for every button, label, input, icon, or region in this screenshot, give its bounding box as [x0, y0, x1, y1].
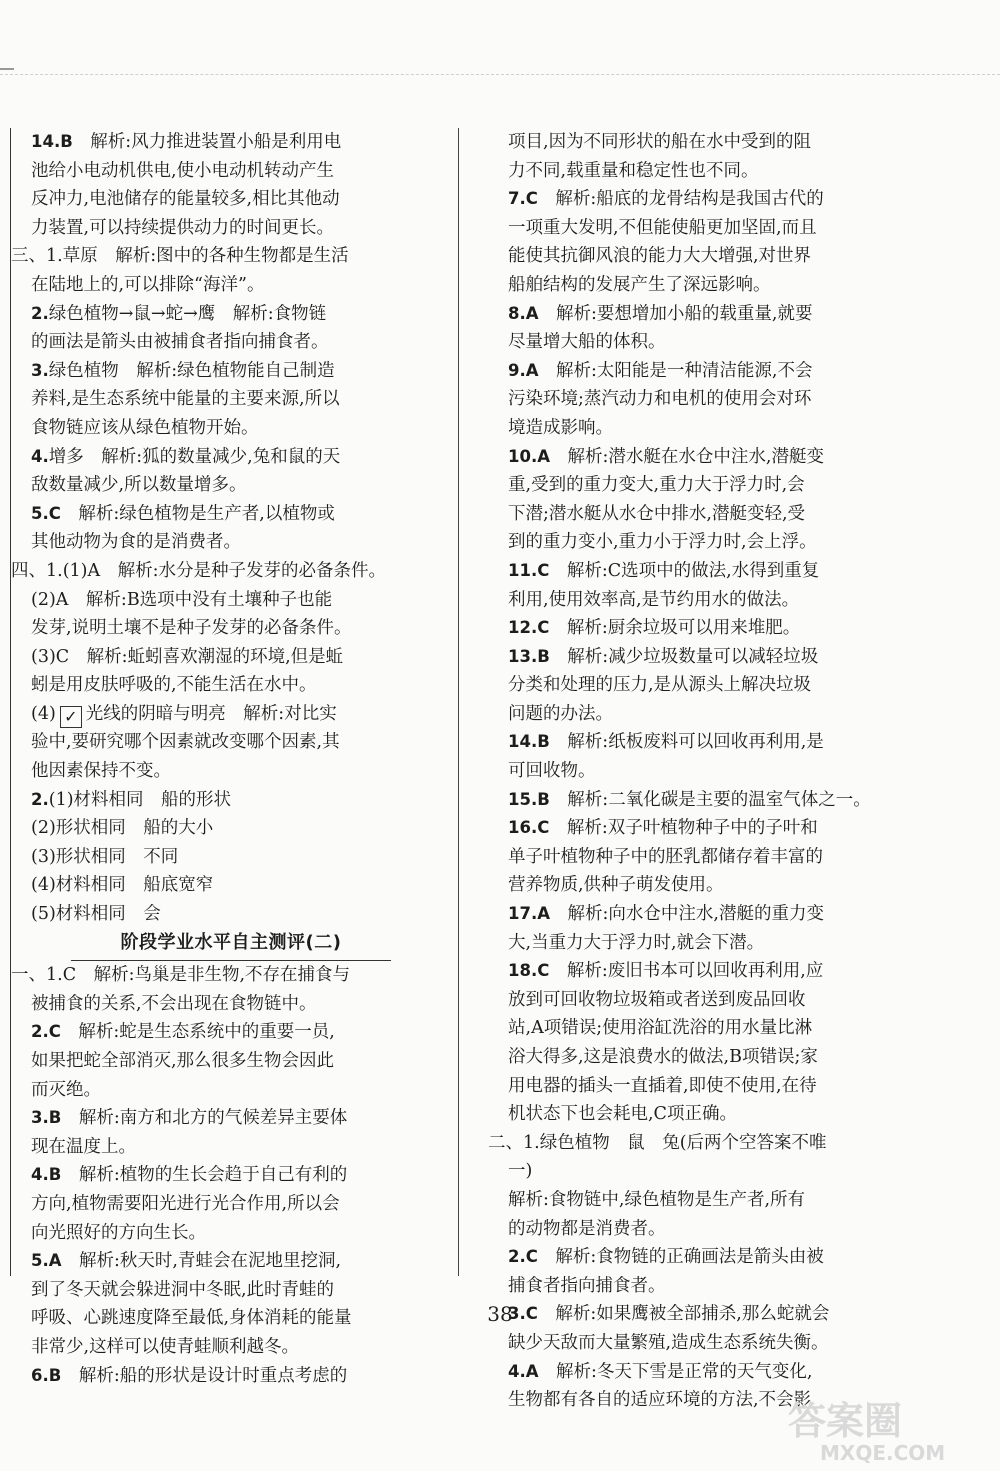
answer-text: 解析:双子叶植物种子中的子叶和: [549, 818, 818, 839]
answer-line: [11, 271, 451, 300]
question-number: 6.B: [31, 1365, 62, 1385]
answer-line: [11, 671, 451, 700]
answer-line: [488, 1215, 860, 1244]
question-number: 4.B: [31, 1165, 62, 1185]
answer-text: 重,受到的重力变大,重力大于浮力时,会: [508, 475, 805, 496]
answer-text: 解析:南方和北方的气候差异主要体: [61, 1108, 348, 1129]
answer-line: [488, 1157, 860, 1186]
answer-line: [11, 357, 451, 386]
answer-line: [488, 1100, 860, 1129]
answer-text: 解析:蛇是生态系统中的重要一员,: [60, 1022, 335, 1043]
answer-line: [11, 185, 451, 214]
answer-text: 解析:要想增加小船的载重量,就要: [538, 303, 813, 324]
column-divider: [458, 128, 459, 1276]
checkbox-tick-icon: ✓: [60, 706, 82, 728]
answer-line: [488, 128, 860, 157]
answer-text: 养料,是生态系统中能量的主要来源,所以: [31, 389, 340, 410]
answer-text: 力装置,可以持续提供动力的时间更长。: [31, 217, 335, 238]
question-number: 2.: [31, 789, 49, 809]
answer-text: 解析:C选项中的做法,水得到重复: [549, 560, 820, 581]
answer-line: [11, 961, 451, 990]
answer-text: (2)A 解析:B选项中没有土壤种子也能: [31, 589, 333, 610]
question-number: 5.C: [31, 503, 61, 523]
answer-text: 站,A项错误;使用浴缸洗浴的用水量比淋: [508, 1018, 813, 1039]
question-number: 4.A: [508, 1361, 539, 1381]
answer-text: 解析:船的形状是设计时重点考虑的: [61, 1365, 348, 1386]
answer-line: [11, 1076, 451, 1105]
question-number: 15.B: [508, 789, 550, 809]
answer-line: [488, 643, 860, 672]
top-margin-rule: [0, 74, 1000, 75]
answer-text: 单子叶植物种子中的胚乳都储存着丰富的: [508, 846, 823, 867]
answer-line: [488, 557, 860, 586]
answer-text: 解析:向水仓中注水,潜艇的重力变: [550, 904, 824, 925]
question-number: 2.: [31, 303, 49, 323]
answer-text: 力不同,载重量和稳定性也不同。: [508, 160, 759, 181]
question-number: 7.C: [508, 189, 538, 209]
question-number: 8.A: [508, 303, 539, 323]
answer-line: [11, 1018, 451, 1047]
answer-text: 光线的阴暗与明亮 解析:对比实: [85, 703, 337, 724]
answer-text: 现在温度上。: [31, 1136, 136, 1157]
sub-question-number: (4): [31, 703, 56, 724]
answer-line: [11, 728, 451, 757]
answer-line: [11, 300, 451, 329]
answer-line: [488, 185, 860, 214]
answer-text: 在陆地上的,可以排除“海洋”。: [31, 274, 265, 295]
answer-text: 他因素保持不变。: [31, 761, 171, 782]
answer-line: [488, 214, 860, 243]
answer-text: 可回收物。: [508, 761, 596, 782]
answer-text: 浴大得多,这是浪费水的做法,B项错误;家: [508, 1047, 818, 1067]
answer-text: 绿色植物→鼠→蛇→鹰 解析:食物链: [48, 303, 327, 324]
answer-text: 解析:减少垃圾数量可以减轻垃圾: [549, 646, 819, 667]
answer-text: 捕食者指向捕食者。: [508, 1275, 666, 1296]
answer-text: 向光照好的方向生长。: [31, 1222, 206, 1243]
answer-text: 敌数量减少,所以数量增多。: [31, 475, 247, 496]
answer-line: [488, 500, 860, 529]
answer-line: [488, 728, 860, 757]
question-number: 12.C: [508, 618, 550, 638]
answer-text: 解析:船底的龙骨结构是我国古代的: [537, 189, 824, 210]
answer-text: 解析:冬天下雪是正常的天气变化,: [538, 1361, 813, 1382]
answer-text: 一项重大发明,不但能使船更加坚固,而且: [508, 217, 817, 238]
answer-line: [11, 1104, 451, 1133]
answer-text: 方向,植物需要阳光进行光合作用,所以会: [31, 1193, 340, 1214]
answer-line: [11, 414, 451, 443]
answer-text: 其他动物为食的是消费者。: [31, 532, 241, 553]
answer-line: [488, 328, 860, 357]
answer-line: [11, 385, 451, 414]
answer-text: 而灭绝。: [31, 1079, 101, 1100]
answer-text: 蚓是用皮肤呼吸的,不能生活在水中。: [31, 675, 317, 696]
answer-text: 被捕食的关系,不会出现在食物链中。: [31, 993, 317, 1014]
answer-text: 发芽,说明土壤不是种子发芽的必备条件。: [31, 618, 352, 639]
answer-line: [488, 300, 860, 329]
answer-text: 解析:绿色植物是生产者,以植物或: [60, 503, 335, 524]
answer-text: (4)材料相同 船底宽窄: [31, 875, 214, 896]
answer-text: (3)C 解析:蚯蚓喜欢潮湿的环境,但是蚯: [31, 646, 344, 667]
answer-line: [488, 1358, 860, 1387]
watermark-url-text: MXQE.COM: [820, 1441, 946, 1465]
answer-line: [488, 157, 860, 186]
answer-line: [11, 1047, 451, 1076]
answer-line: [488, 814, 860, 843]
answer-line: [11, 814, 451, 843]
answer-text: 解析:如果鹰被全部捕杀,那么蛇就会: [537, 1304, 830, 1325]
answer-line: [488, 929, 860, 958]
answer-text: 池给小电动机供电,使小电动机转动产生: [31, 160, 335, 181]
answer-text: 三、1.草原 解析:图中的各种生物都是生活: [11, 246, 349, 267]
answer-text: 缺少天敌而大量繁殖,造成生态系统失衡。: [508, 1332, 829, 1353]
answer-line: [11, 471, 451, 500]
answer-text: 解析:废旧书本可以回收再利用,应: [549, 961, 824, 982]
answer-line: [11, 1190, 451, 1219]
answer-text: 解析:二氧化碳是主要的温室气体之一。: [549, 789, 871, 810]
answer-text: 尽量增大船的体积。: [508, 332, 666, 353]
answer-text: 营养物质,供种子萌发使用。: [508, 875, 724, 896]
answer-text: 到了冬天就会躲进洞中冬眠,此时青蛙的: [31, 1279, 335, 1300]
answer-line: [11, 1276, 451, 1305]
page-number: 38: [487, 1302, 513, 1326]
answer-line: [11, 586, 451, 615]
answer-line: [11, 214, 451, 243]
watermark-logo: [780, 1390, 990, 1465]
answer-text: 验中,要研究哪个因素就改变哪个因素,其: [31, 732, 340, 753]
answer-text: 问题的办法。: [508, 703, 613, 724]
answer-line: [11, 1247, 451, 1276]
answer-line: [11, 643, 451, 672]
question-number: 3.B: [31, 1108, 62, 1128]
answer-line: [11, 1333, 451, 1362]
section-heading: 阶段学业水平自主测评(二): [120, 931, 342, 953]
left-answer-column: [10, 128, 451, 1386]
answer-line: [11, 786, 451, 815]
answer-line: [488, 385, 860, 414]
answer-line: [488, 700, 860, 729]
question-number: 10.A: [508, 446, 550, 466]
question-number: 14.B: [31, 132, 73, 151]
answer-line: [11, 328, 451, 357]
answer-line: [488, 1186, 860, 1215]
answer-line: [11, 614, 451, 643]
question-number: 2.C: [31, 1022, 61, 1042]
question-number: 16.C: [508, 818, 550, 838]
answer-line: [488, 843, 860, 872]
answer-text: 解析:秋天时,青蛙会在泥地里挖洞,: [61, 1251, 342, 1272]
top-margin-mark: [0, 68, 14, 70]
answer-line: [11, 700, 451, 729]
answer-line: [11, 128, 451, 157]
answer-line: [11, 1219, 451, 1248]
answer-line: [488, 1129, 860, 1158]
answer-text: 分类和处理的压力,是从源头上解决垃圾: [508, 675, 812, 696]
answer-text: (5)材料相同 会: [31, 904, 161, 925]
answer-line: [488, 900, 860, 929]
answer-text: 解析:潜水艇在水仓中注水,潜艇变: [550, 446, 824, 467]
answer-line: [488, 757, 860, 786]
answer-line: [11, 871, 451, 900]
answer-line: [488, 986, 860, 1015]
answer-text: 解析:风力推进装置小船是利用电: [72, 132, 342, 152]
answer-text: 境造成影响。: [508, 417, 613, 438]
answer-line: [11, 900, 451, 929]
answer-text: 增多 解析:狐的数量减少,兔和鼠的天: [48, 446, 341, 467]
answer-text: 的动物都是消费者。: [508, 1218, 666, 1239]
answer-line: [488, 614, 860, 643]
answer-line: [488, 271, 860, 300]
answer-line: [11, 1133, 451, 1162]
answer-line: [488, 586, 860, 615]
answer-text: 解析:纸板废料可以回收再利用,是: [549, 732, 824, 753]
answer-line: [488, 1014, 860, 1043]
answer-text: (1)材料相同 船的形状: [48, 789, 232, 810]
answer-text: 机状态下也会耗电,C项正确。: [508, 1104, 737, 1125]
answer-line: [488, 443, 860, 472]
answer-line: [11, 157, 451, 186]
answer-text: 解析:厨余垃圾可以用来堆肥。: [549, 618, 801, 639]
answer-line: [488, 1072, 860, 1101]
answer-line: [11, 242, 451, 271]
answer-text: 能使其抗御风浪的能力大大增强,对世界: [508, 246, 812, 267]
answer-line: [488, 242, 860, 271]
answer-line: [11, 528, 451, 557]
answer-text: 二、1.绿色植物 鼠 兔(后两个空答案不唯: [488, 1132, 827, 1153]
answer-line: [488, 957, 860, 986]
answer-text: 如果把蛇全部消灭,那么很多生物会因此: [31, 1051, 335, 1071]
answer-text: 解析:植物的生长会趋于自己有利的: [61, 1165, 348, 1186]
question-number: 3.: [31, 360, 49, 380]
answer-line: [488, 528, 860, 557]
watermark-main-text: 答案圈: [788, 1399, 903, 1443]
answer-line: [488, 786, 871, 815]
question-number: 2.C: [508, 1247, 538, 1267]
answer-line: [488, 1043, 860, 1072]
answer-text: 放到可回收物垃圾箱或者送到废品回收: [508, 989, 806, 1010]
answer-text: 反冲力,电池储存的能量较多,相比其他动: [31, 189, 340, 210]
question-number: 3.C: [508, 1304, 538, 1324]
answer-line: [11, 500, 451, 529]
right-answer-column: [488, 128, 871, 1415]
answer-text: 利用,使用效率高,是节约用水的做法。: [508, 589, 800, 610]
answer-text: 的画法是箭头由被捕食者指向捕食者。: [31, 332, 329, 353]
answer-text: 到的重力变小,重力小于浮力时,会上浮。: [508, 532, 817, 553]
answer-line: [11, 443, 451, 472]
answer-line: [11, 843, 451, 872]
question-number: 14.B: [508, 732, 550, 752]
question-number: 11.C: [508, 560, 550, 580]
answer-line: [11, 990, 451, 1019]
answer-line: [11, 1362, 451, 1391]
question-number: 18.C: [508, 961, 550, 981]
answer-text: 一): [508, 1161, 533, 1182]
answer-text: 非常少,这样可以使青蛙顺利越冬。: [31, 1336, 300, 1357]
answer-line: [11, 1161, 451, 1190]
answer-text: 下潜;潜水艇从水仓中排水,潜艇变轻,受: [508, 503, 806, 524]
answer-text: (2)形状相同 船的大小: [31, 818, 214, 839]
answer-line: [488, 871, 860, 900]
answer-line: [488, 1243, 860, 1272]
answer-line: [488, 357, 860, 386]
answer-text: 大,当重力大于浮力时,就会下潜。: [508, 932, 765, 953]
answer-line: [11, 557, 451, 586]
answer-text: 用电器的插头一直插着,即使不使用,在待: [508, 1075, 817, 1096]
question-number: 13.B: [508, 646, 550, 666]
answer-text: 解析:太阳能是一种清洁能源,不会: [538, 360, 813, 381]
question-number: 4.: [31, 446, 49, 466]
answer-text: 船舶结构的发展产生了深远影响。: [508, 274, 771, 295]
answer-text: 解析:食物链的正确画法是箭头由被: [537, 1247, 824, 1268]
answer-text: 一、1.C 解析:鸟巢是非生物,不存在捕食与: [11, 965, 351, 986]
question-number: 5.A: [31, 1251, 62, 1271]
answer-text: 四、1.(1)A 解析:水分是种子发芽的必备条件。: [11, 560, 387, 581]
question-number: 9.A: [508, 360, 539, 380]
answer-line: [488, 1272, 860, 1301]
answer-text: 绿色植物 解析:绿色植物能自己制造: [48, 360, 335, 381]
answer-text: 解析:食物链中,绿色植物是生产者,所有: [508, 1189, 806, 1210]
question-number: 17.A: [508, 904, 550, 924]
answer-text: 项目,因为不同形状的船在水中受到的阻: [508, 132, 812, 152]
answer-line: [488, 1329, 860, 1358]
answer-text: 生物都有各自的适应环境的方法,不会影: [508, 1390, 812, 1411]
answer-line: [488, 414, 860, 443]
answer-text: 污染环境;蒸汽动力和电机的使用会对环: [508, 389, 812, 410]
answer-text: 呼吸、心跳速度降至最低,身体消耗的能量: [31, 1308, 352, 1329]
answer-line: [488, 671, 860, 700]
answer-text: (3)形状相同 不同: [31, 846, 179, 867]
answer-line: [11, 757, 451, 786]
answer-line: [488, 471, 860, 500]
answer-text: 食物链应该从绿色植物开始。: [31, 417, 259, 438]
